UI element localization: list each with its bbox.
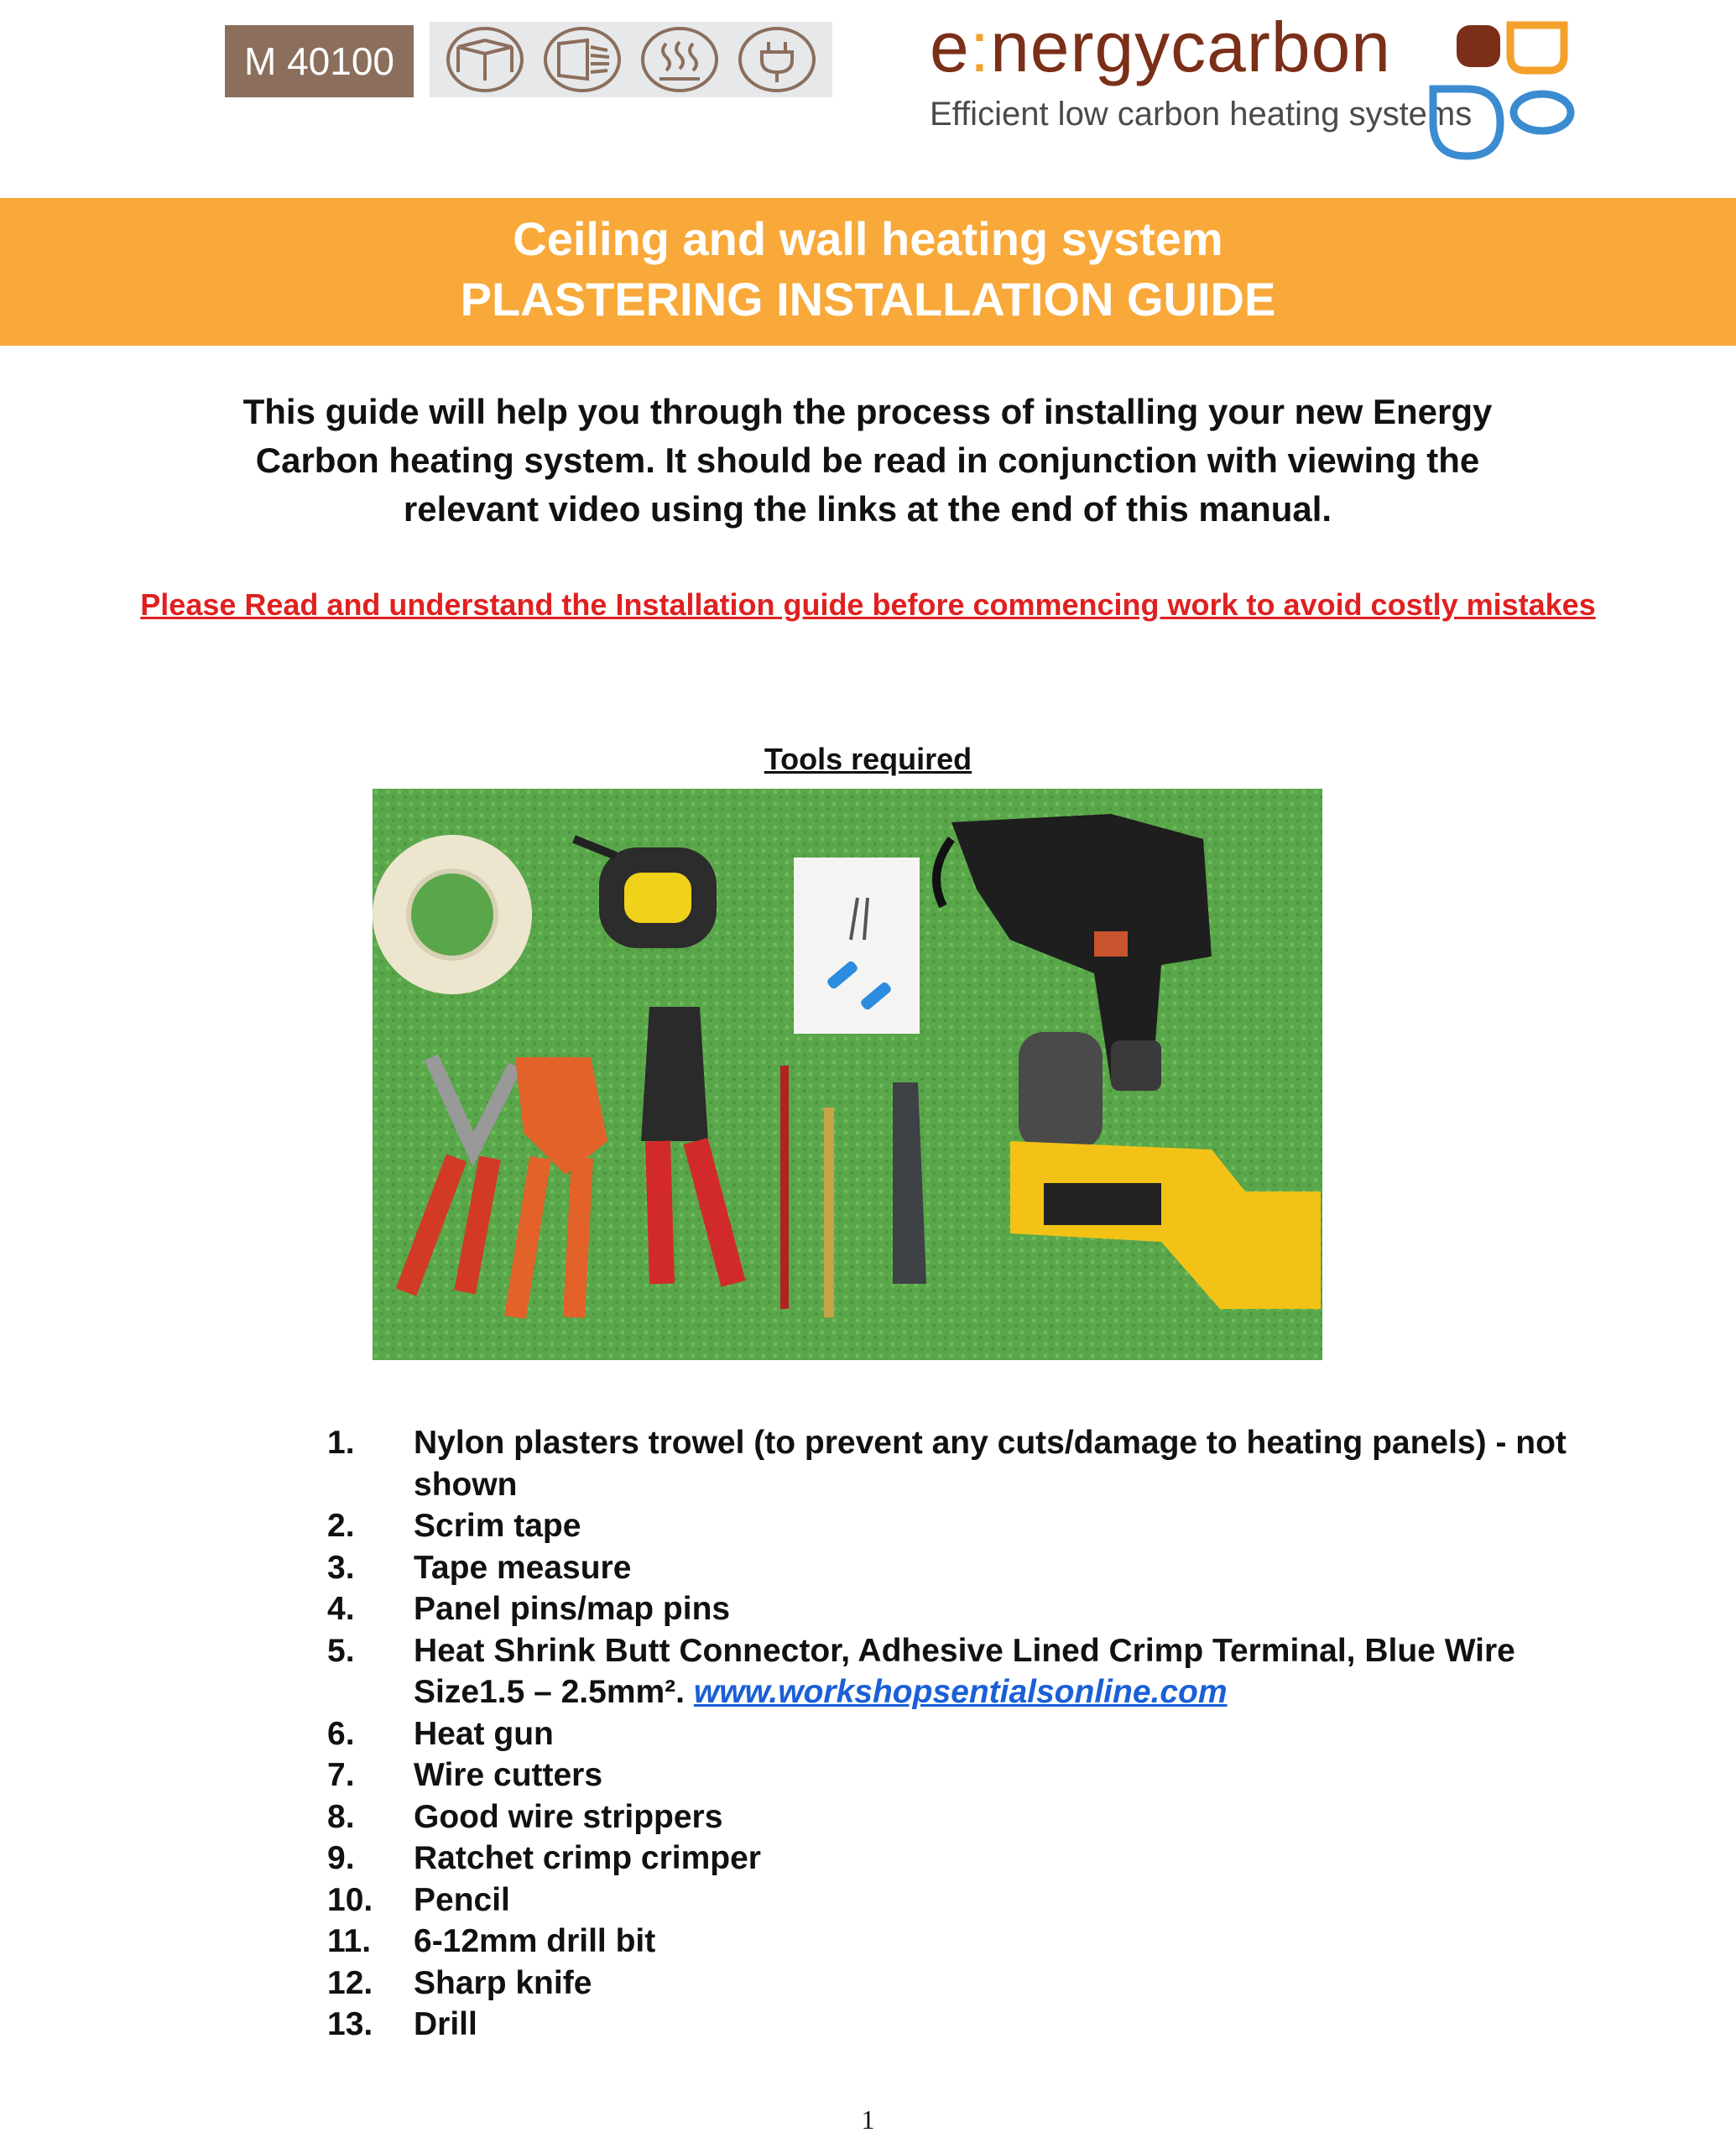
list-item-number: 8. <box>327 1798 355 1835</box>
brand-prefix: e <box>930 8 970 86</box>
electric-plug-icon <box>735 25 819 94</box>
list-item-number: 10. <box>327 1881 373 1918</box>
list-item-number: 5. <box>327 1632 355 1669</box>
list-item-text: Nylon plasters trowel (to prevent any cuts/damage to heating panels) - not shown <box>414 1425 1567 1503</box>
wall-heating-icon <box>540 25 624 94</box>
product-code-badge <box>225 25 414 97</box>
list-item <box>327 1505 1569 1547</box>
heating-icons-strip <box>430 22 832 97</box>
list-item <box>327 1880 1569 1921</box>
list-item-text: Drill <box>414 2006 477 2042</box>
brand-logo-icon <box>1416 18 1576 161</box>
ceiling-heating-icon <box>443 25 527 94</box>
list-item-text: 6-12mm drill bit <box>414 1923 656 1959</box>
scrim-tape-roll <box>373 835 532 994</box>
page-number: 1 <box>861 2104 875 2135</box>
list-item <box>327 2004 1569 2046</box>
list-item-number: 4. <box>327 1591 355 1627</box>
list-item-number: 1. <box>327 1425 355 1461</box>
warning-notice: Please Read and understand the Installation guide before commencing work to avoid costly mistakes <box>140 587 1596 622</box>
list-item-text: Pencil <box>414 1881 510 1918</box>
list-item-number: 9. <box>327 1840 355 1876</box>
list-item-number: 3. <box>327 1549 355 1586</box>
title-line-2: PLASTERING INSTALLATION GUIDE <box>460 273 1276 326</box>
radiant-heat-icon <box>638 25 722 94</box>
list-item-text: Heat gun <box>414 1715 554 1752</box>
title-line-1: Ceiling and wall heating system <box>513 212 1223 265</box>
list-item <box>327 1754 1569 1796</box>
product-code: M 40100 <box>243 39 394 83</box>
list-item-number: 6. <box>327 1715 355 1752</box>
list-item-number: 12. <box>327 1964 373 2001</box>
list-item <box>327 1838 1569 1880</box>
tools-list <box>327 1422 1569 2046</box>
connector-description: Heat Shrink Butt Connector, Adhesive Lined Crimp Terminal, Blue Wire Size1.5 – 2.5mm². <box>414 1632 1515 1710</box>
list-item <box>327 1796 1569 1838</box>
list-item-text: Sharp knife <box>414 1964 592 2001</box>
list-item-number: 2. <box>327 1508 355 1544</box>
list-item <box>327 1630 1569 1713</box>
list-item <box>327 1921 1569 1963</box>
list-item-text: Scrim tape <box>414 1508 581 1544</box>
list-item-number: 13. <box>327 2006 373 2042</box>
list-item <box>327 1547 1569 1589</box>
drill-bit <box>824 1108 834 1317</box>
list-item-text: Wire cutters <box>414 1757 603 1793</box>
list-item-text: Tape measure <box>414 1549 632 1586</box>
brand-rest: nergycarbon <box>990 8 1392 86</box>
list-item <box>327 1588 1569 1630</box>
brand-wordmark <box>930 7 1391 88</box>
list-item-text <box>414 1630 1569 1713</box>
list-item-text: Panel pins/map pins <box>414 1591 731 1627</box>
tools-photo <box>373 789 1322 1360</box>
pins-and-connectors-card <box>794 858 920 1034</box>
list-item <box>327 1963 1569 2005</box>
tools-heading: Tools required <box>764 742 972 776</box>
brand-tagline: Efficient low carbon heating systems <box>930 96 1473 133</box>
brand-colon: : <box>969 8 991 86</box>
pencil <box>780 1066 789 1309</box>
list-item-number: 11. <box>327 1923 372 1959</box>
list-item <box>327 1422 1569 1505</box>
list-item-text: Ratchet crimp crimper <box>414 1840 761 1876</box>
list-item-text: Good wire strippers <box>414 1798 723 1835</box>
intro-paragraph: This guide will help you through the process of installing your new Energy Carbon heating system. It should be read in conjunction with viewing the relevant video using the links at the end of this manual. <box>242 392 1493 529</box>
list-item <box>327 1713 1569 1755</box>
list-item-number: 7. <box>327 1757 355 1793</box>
supplier-link[interactable]: www.workshopsentialsonline.com <box>693 1674 1228 1710</box>
